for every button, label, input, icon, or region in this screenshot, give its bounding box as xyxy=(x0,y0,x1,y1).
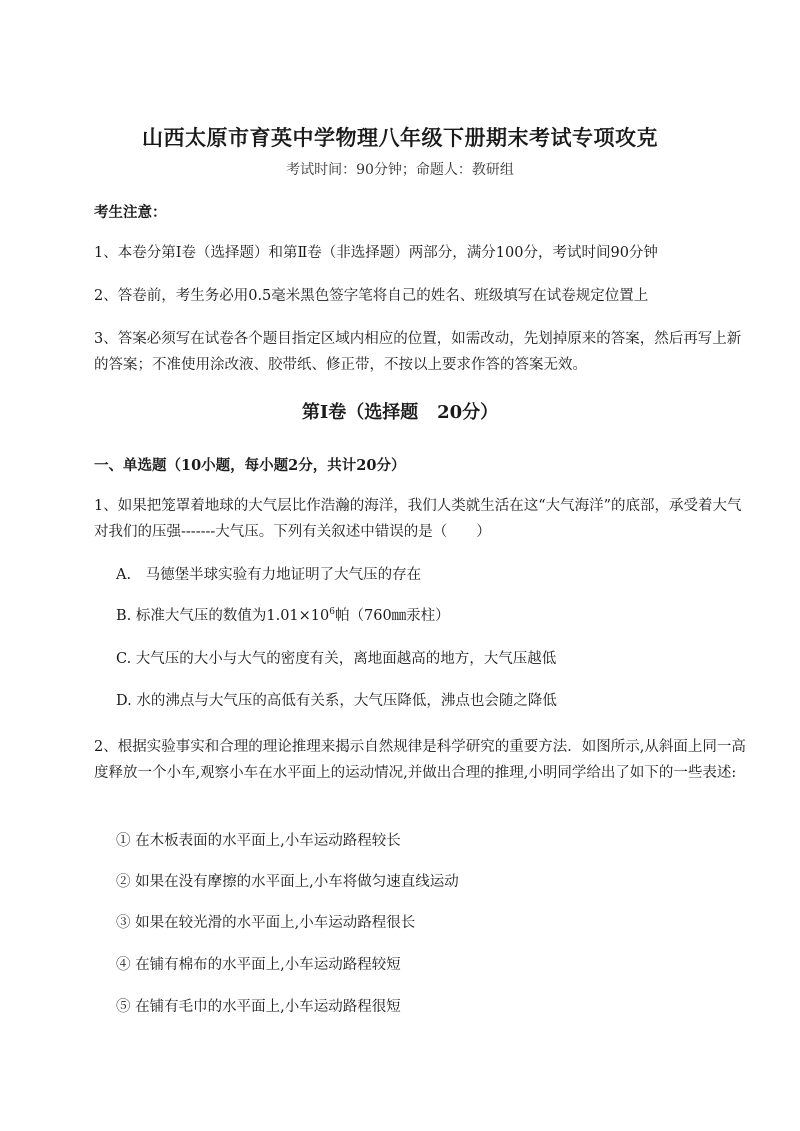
question-1-option-b xyxy=(116,603,756,629)
notice-item: 2、答卷前，考生务必用0.5毫米黑色签字笔将自己的姓名、班级填写在试卷规定位置上 xyxy=(94,288,649,304)
notice-item: 1、本卷分第I卷（选择题）和第Ⅱ卷（非选择题）两部分，满分100分，考试时间90分钟 xyxy=(94,245,658,261)
question-1-option-a: A. 马德堡半球实验有力地证明了大气压的存在 xyxy=(116,567,422,583)
option-b-text: B. 标准大气压的数值为1.01×10 xyxy=(116,608,330,624)
notice-item: 3、答案必须写在试卷各个题目指定区域内相应的位置，如需改动，先划掉原来的答案，然后再写上新的答案；不准使用涂改液、胶带纸、修正带，不按以上要求作答的答案无效。 xyxy=(94,331,742,373)
page-title: 山西太原市育英中学物理八年级下册期末考试专项攻克 xyxy=(142,125,658,150)
question-2-statement: ⑤ 在铺有毛巾的水平面上,小车运动路程很短 xyxy=(116,999,401,1015)
exponent: 6 xyxy=(329,607,335,618)
part-heading: 一、单选题（10小题，每小题2分，共计20分） xyxy=(94,457,406,474)
notice-heading: 考生注意： xyxy=(94,204,167,221)
question-1-option-c: C. 大气压的大小与大气的密度有关，离地面越高的地方，大气压越低 xyxy=(116,651,557,667)
question-1-option-d: D. 水的沸点与大气压的高低有关系，大气压降低，沸点也会随之降低 xyxy=(116,693,557,709)
question-1-stem: 1、如果把笼罩着地球的大气层比作浩瀚的海洋，我们人类就生活在这“大气海洋”的底部，承受着大气对我们的压强-------大气压。下列有关叙述中错误的是（ ） xyxy=(94,498,742,540)
question-2-statement: ③ 如果在较光滑的水平面上,小车运动路程很长 xyxy=(116,915,416,931)
question-2-statement: ④ 在铺有棉布的水平面上,小车运动路程较短 xyxy=(116,957,401,973)
page-subtitle: 考试时间：90分钟；命题人：教研组 xyxy=(286,162,514,178)
question-2-statement: ① 在木板表面的水平面上,小车运动路程较长 xyxy=(116,833,401,849)
question-2-statement: ② 如果在没有摩擦的水平面上,小车将做匀速直线运动 xyxy=(116,874,459,890)
question-2-stem: 2、根据实验事实和合理的理论推理来揭示自然规律是科学研究的重要方法．如图所示,从斜面上同一高度释放一个小车,观察小车在水平面上的运动情况,并做出合理的推理,小明同学给出了如下的一些表述: xyxy=(94,739,746,781)
section-title: 第I卷（选择题 20分） xyxy=(301,402,499,423)
option-b-text-tail: 帕（760㎜汞柱） xyxy=(335,608,450,624)
